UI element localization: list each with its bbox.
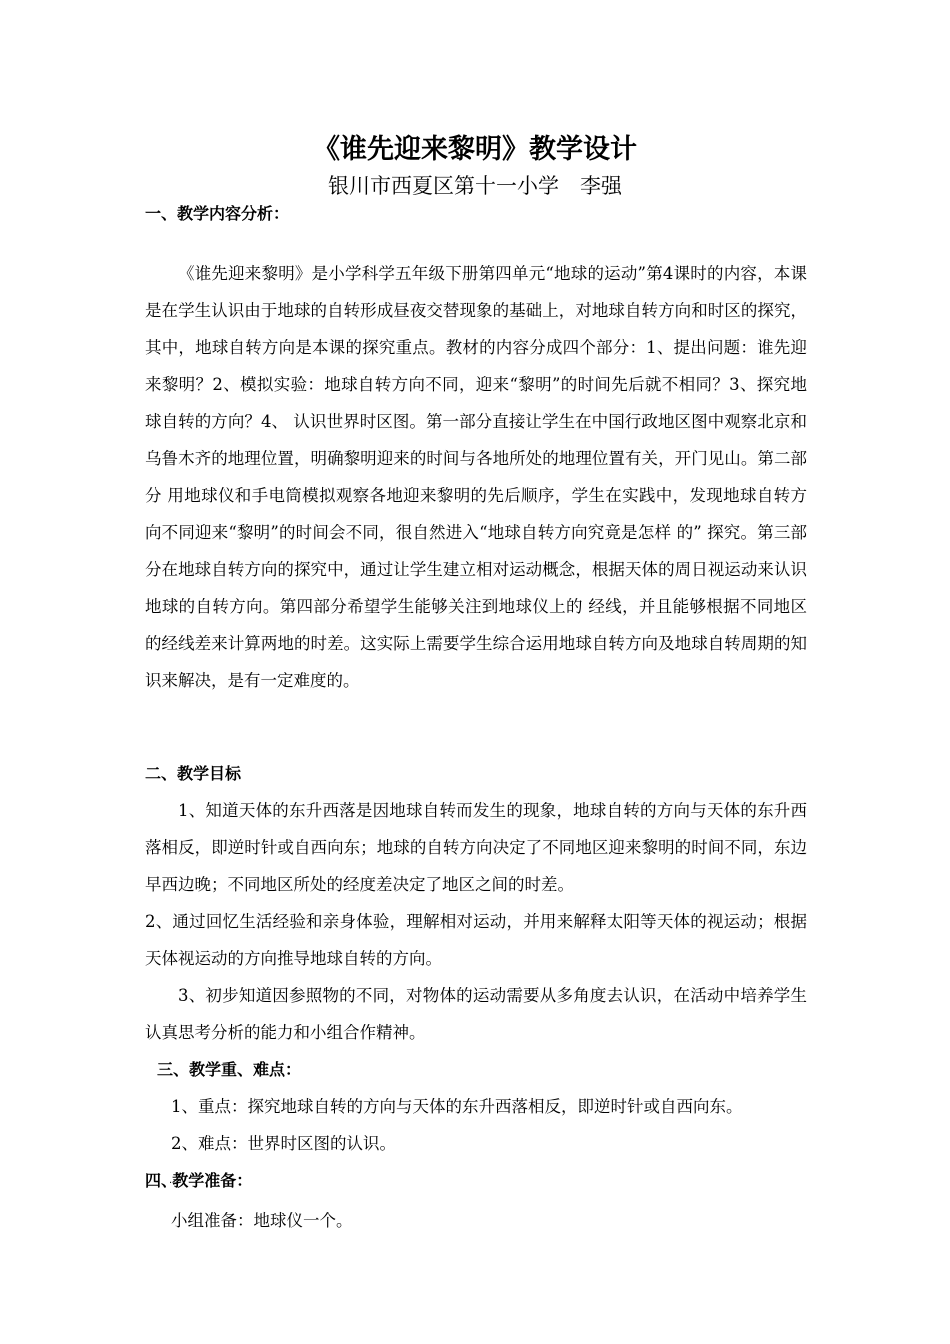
section-heading [145, 1162, 807, 1202]
heading-number: 四、 [145, 1171, 170, 1190]
paragraph: 《谁先迎来黎明》是小学科学五年级下册第四单元“地球的运动”第4课时的内容，本课是在学生认识由于地球的自转形成昼夜交替现象的基础上，对地球自转方向和时区的探究，其中，地球自转方向是本课的探究重点。教材的内容分成四个部分：1、提出问题：谁先迎来黎明？2、模拟实验：地球自转方向不同，迎来“黎明”的时间先后就不相同？3、探究地球自转的方向？4、 认识世界时区图。第一部分直接让学生在中国行政地区图中观察北京和乌鲁木齐的地理位置，明确黎明迎来的时间与各地所处的地理位置有关，开门见山。第二部分 用地球仪和手电筒模拟观察各地迎来黎明的先后顺序，学生在实践中，发现地球自转方向不同迎来“黎明”的时间会不同，很自然进入“地球自转方向究竟是怎样 的” 探究。第三部分在地球自转方向的探究中，通过让学生建立相对运动概念，根据天体的周日视运动来认识地球的自转方向。第四部分希望学生能够关注到地球仪上的 经线，并且能够根据不同地区的经线差来计算两地的时差。这实际上需要学生综合运用地球自转方向及地球自转周期的知识来解决，是有一定难度的。 [145, 264, 807, 690]
list-item: 1、重点：探究地球自转的方向与天体的东升西落相反，即逆时针或自西向东。 [171, 1097, 743, 1116]
heading-mark: · [169, 1178, 173, 1189]
document-author: 银川市西夏区第十一小学 李强 [328, 174, 622, 198]
section-key-points [145, 1051, 807, 1162]
heading-text: 教学准备： [172, 1171, 253, 1190]
list-item: 2、难点：世界时区图的认识。 [171, 1134, 396, 1153]
section-teaching-goals [145, 755, 807, 1051]
section-preparation [145, 1162, 807, 1239]
list-item: 3、初步知道因参照物的不同，对物体的运动需要从多角度去认识，在活动中培养学生认真思考分析的能力和小组合作精神。 [145, 986, 807, 1042]
list-item: 2、通过回忆生活经验和亲身体验，理解相对运动，并用来解释太阳等天体的视运动；根据天体视运动的方向推导地球自转的方向。 [145, 912, 807, 968]
document-title: 《谁先迎来黎明》教学设计 [313, 134, 637, 165]
section-heading: 二、教学目标 [145, 764, 242, 783]
list-item: 1、知道天体的东升西落是因地球自转而发生的现象，地球自转的方向与天体的东升西落相反，即逆时针或自西向东；地球的自转方向决定了不同地区迎来黎明的时间不同，东边早西边晚；不同地区所处的经度差决定了地区之间的时差。 [145, 801, 807, 894]
section-heading: 一、教学内容分析： [145, 204, 290, 223]
section-content-analysis [145, 200, 807, 699]
section-heading: 三、教学重、难点： [157, 1060, 302, 1079]
list-item: 小组准备：地球仪一个。 [171, 1211, 353, 1230]
